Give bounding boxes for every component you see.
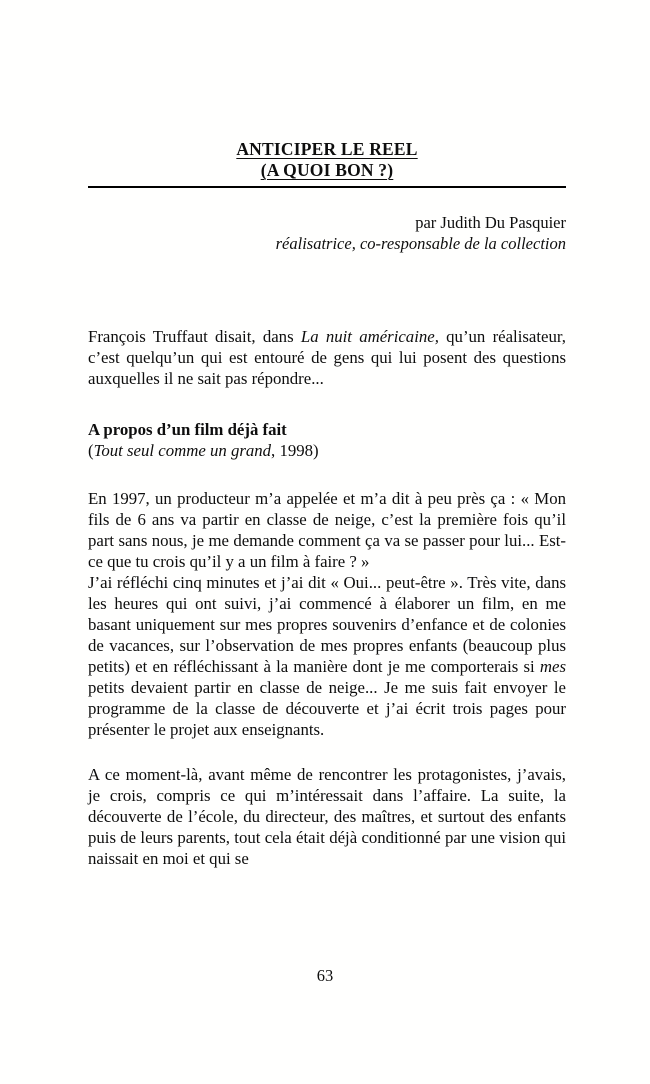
section-subtitle xyxy=(88,440,566,461)
author-line: par Judith Du Pasquier xyxy=(415,213,566,232)
page-title-line2: (A QUOI BON ?) xyxy=(260,160,394,180)
paragraph-moment: A ce moment-là, avant même de rencontrer les protagonistes, j’avais, je crois, compris ce qui m’intéressait dans l’affaire. La suite, la découverte de l’école, du directeur, des maîtres, et surtout des enfants puis de leurs parents, tout cela était déjà conditionné par une vision qui naissait en moi et qui se xyxy=(88,765,566,868)
text-segment: En 1997, un producteur m’a appelée et m’a dit à peu près ça : « Mon fils de 6 ans va partir en classe de neige, c’est la première fois qu’il part sans nous, je me demande comment ça va se passer pour lui... Est-ce que tu crois qu’il y a un film à faire ? » xyxy=(88,489,566,571)
paragraph-truffaut xyxy=(88,326,566,389)
text-segment: J’ai réfléchi cinq minutes et j’ai dit « Oui... peut-être ». Très vite, dans les heures qui ont suivi, j’ai commencé à élaborer un film, en me basant uniquement sur mes propres souvenirs d’enfance et de colonies de vacances, sur l’observation de mes propres enfants (beaucoup plus petits) et en réfléchissant à la manière dont je me comporterais si xyxy=(88,573,566,676)
page-number: 63 xyxy=(316,966,334,985)
paragraph-film-origin xyxy=(88,488,566,740)
text-segment: ( xyxy=(88,441,94,460)
film-title-tout-seul: Tout seul comme un grand xyxy=(93,441,272,460)
page-title-line1: ANTICIPER LE REEL xyxy=(236,139,418,159)
title-rule xyxy=(88,186,566,188)
film-title-la-nuit-americaine: La nuit américaine, xyxy=(300,327,439,346)
byline xyxy=(88,212,566,254)
text-segment: , 1998) xyxy=(271,441,319,460)
author-role-line: réalisatrice, co-responsable de la collection xyxy=(275,234,566,253)
title-block xyxy=(88,139,566,188)
text-segment: François Truffaut disait, dans xyxy=(88,327,301,346)
section-heading: A propos d’un film déjà fait xyxy=(88,420,287,439)
text-segment: qu’un réalisateur, c’est quelqu’un qui est entouré de gens qui lui posent des questions auxquelles il ne sait pas répondre... xyxy=(88,327,566,388)
text-segment: petits devaient partir en classe de neige... Je me suis fait envoyer le programme de la classe de découverte et j’ai écrit trois pages pour présenter le projet aux enseignants. xyxy=(88,678,566,739)
emphasis-mes: mes xyxy=(539,657,566,676)
